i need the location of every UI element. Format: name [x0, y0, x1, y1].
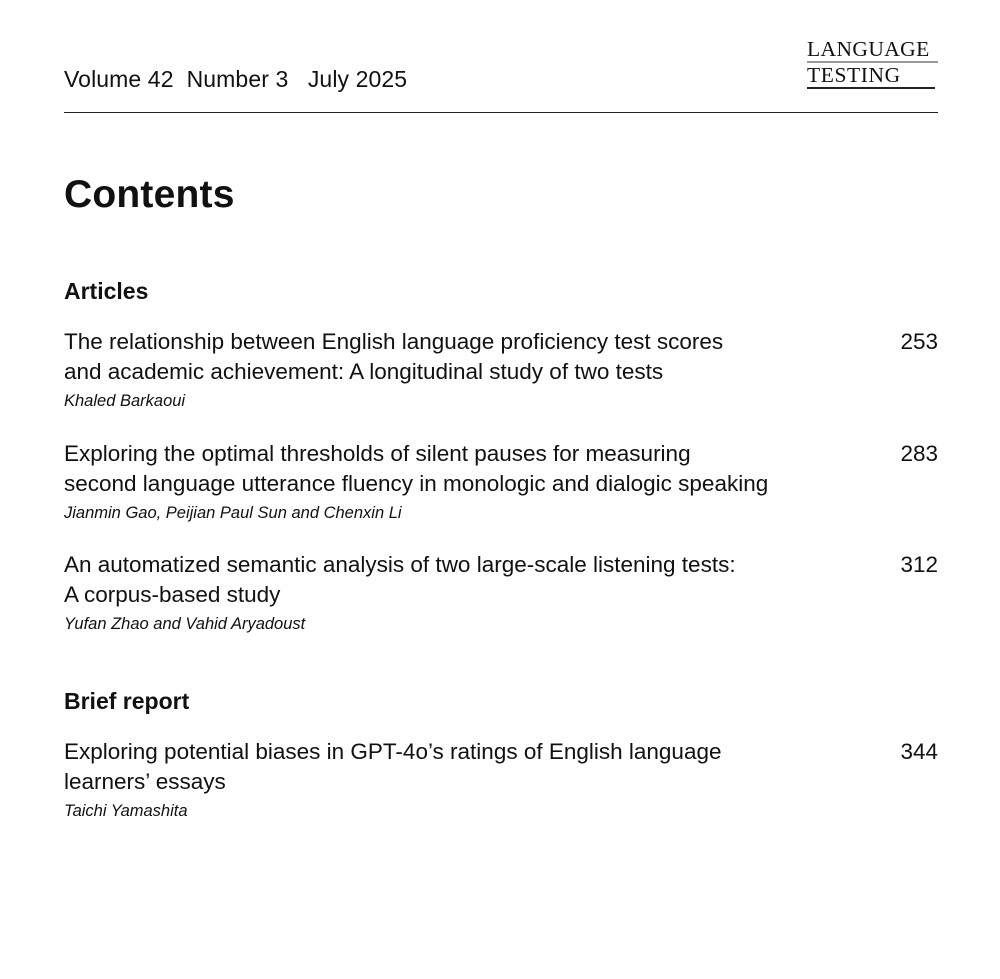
- page-number: 344: [900, 739, 938, 764]
- article-authors: Taichi Yamashita: [64, 802, 188, 820]
- article-title-line: An automatized semantic analysis of two large-scale listening tests:: [64, 552, 736, 577]
- section-heading-articles: Articles: [64, 278, 149, 304]
- article-title-line: A corpus-based study: [64, 582, 281, 607]
- article-title-line: Exploring potential biases in GPT-4o’s ratings of English language: [64, 739, 722, 764]
- article-title-line: The relationship between English language proficiency test scores: [64, 329, 724, 354]
- article-title-line: and academic achievement: A longitudinal study of two tests: [64, 359, 664, 384]
- journal-header: [64, 36, 938, 113]
- article-title[interactable]: [64, 439, 784, 499]
- page-number: 253: [900, 329, 938, 354]
- toc-entry[interactable]: [64, 550, 938, 634]
- toc-entry[interactable]: [64, 439, 938, 523]
- article-authors: Yufan Zhao and Vahid Aryadoust: [64, 615, 306, 633]
- page-title: Contents: [64, 173, 235, 216]
- issue-info: Volume 42 Number 3 July 2025: [64, 66, 408, 92]
- section-heading-brief-report: Brief report: [64, 688, 190, 714]
- article-authors: Khaled Barkaoui: [64, 392, 186, 410]
- article-title-line: second language utterance fluency in monologic and dialogic speaking: [64, 471, 769, 496]
- journal-logo: [807, 38, 938, 89]
- article-title[interactable]: [64, 327, 784, 387]
- page-number: 312: [900, 552, 938, 577]
- toc-entry[interactable]: [64, 327, 938, 411]
- article-title[interactable]: [64, 737, 784, 797]
- article-title-line: Exploring the optimal thresholds of silent pauses for measuring: [64, 441, 691, 466]
- article-authors: Jianmin Gao, Peijian Paul Sun and Chenxin Li: [64, 504, 402, 522]
- page-number: 283: [900, 441, 938, 466]
- toc-entry[interactable]: [64, 737, 938, 821]
- logo-text-language: LANGUAGE: [807, 37, 930, 61]
- article-title[interactable]: [64, 550, 784, 610]
- logo-text-testing: TESTING: [807, 65, 935, 89]
- article-title-line: learners’ essays: [64, 769, 226, 794]
